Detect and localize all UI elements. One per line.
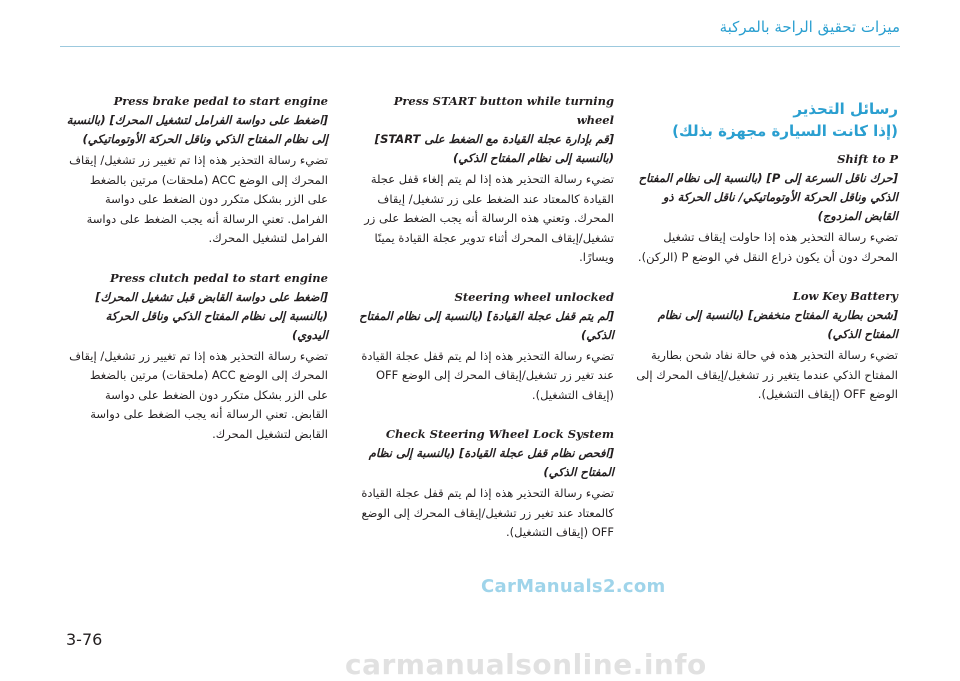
section-body: تضيء رسالة التحذير هذه إذا لم يتم إلغاء قفل عجلة القيادة كالمعتاد عند الضغط على زر تشغيل/ إيقاف المحرك. وتعني هذه الرسالة أنه يجب الضغط على زر تشغيل/إيقاف المحرك أثناء تدوير عجلة القيادة يمينًا ويسارًا.: [364, 172, 614, 264]
section-en-title: Steering wheel unlocked: [454, 289, 614, 304]
section-body: تضيء رسالة التحذير هذه إذا تم تغيير زر تشغيل/ إيقاف المحرك إلى الوضع ACC (ملحقات) مرتين بالضغط على الزر بشكل متكرر دون الضغط على دواسة القابض. تعني الرسالة أنه يجب الضغط على دواسة القابض لتشغيل المحرك.: [69, 348, 328, 441]
header-rule: [60, 46, 900, 47]
section-low-key-battery: [636, 287, 898, 405]
column-middle: [356, 92, 614, 563]
section-body: تضيء رسالة التحذير هذه في حالة نفاد شحن بطارية المفتاح الذكي عندما يتغير زر تشغيل/إيقاف المحرك إلى الوضع OFF (إيقاف التشغيل).: [636, 348, 898, 401]
page-header: ميزات تحقيق الراحة بالمركبة: [719, 18, 900, 36]
column-left: [66, 92, 328, 464]
section-press-start: [356, 92, 614, 268]
section-ar-title: [اضغط على دواسة الفرامل لتشغيل المحرك] (بالنسبة إلى نظام المفتاح الذكي وناقل الحركة الأوتوماتيكي): [66, 113, 328, 146]
section-body: تضيء رسالة التحذير هذه إذا تم تغيير زر تشغيل/ إيقاف المحرك إلى الوضع ACC (ملحقات) مرتين بالضغط على الزر بشكل متكرر دون الضغط على دواسة الفرامل. تعني الرسالة أنه يجب الضغط على دواسة الفرامل لتشغيل المحرك.: [69, 153, 328, 245]
section-body: تضيء رسالة التحذير هذه إذا حاولت إيقاف تشغيل المحرك دون أن يكون ذراع النقل في الوضع P (الركن).: [637, 230, 898, 264]
section-body: تضيء رسالة التحذير هذه إذا لم يتم قفل عجلة القيادة عند تغير زر تشغيل/إيقاف المحرك إلى الوضع OFF (إيقاف التشغيل).: [361, 348, 614, 402]
section-en-title: Shift to P: [837, 152, 898, 166]
title-line-2: (إذا كانت السيارة مجهزة بذلك): [672, 122, 898, 140]
section-ar-title: [حرك ناقل السرعة إلى P] (بالنسبة إلى نظام المفتاح الذكي وناقل الحركة الأوتوماتيكي/ ناقل الحركة ذو القابض المزدوج): [638, 171, 898, 223]
watermark-carmanualsonline: carmanualsonline.info: [345, 648, 707, 681]
column-right: [636, 98, 898, 425]
section-ar-title: [لم يتم قفل عجلة القيادة] (بالنسبة إلى نظام المفتاح الذكي): [359, 308, 614, 342]
watermark-carmanuals2: CarManuals2.com: [481, 576, 666, 597]
section-ar-title: [قم بإدارة عجلة القيادة مع الضغط على START] (بالنسبة إلى نظام المفتاح الذكي): [374, 132, 614, 165]
section-shift-to-p: [636, 150, 898, 267]
warning-messages-title: [636, 98, 898, 142]
section-steering-unlocked: [356, 288, 614, 406]
section-en-title: Check Steering Wheel Lock System: [385, 427, 614, 441]
page-number: 3-76: [66, 630, 103, 649]
section-ar-title: [افحص نظام قفل عجلة القيادة] (بالنسبة إلى نظام المفتاح الذكي): [368, 446, 614, 479]
section-ar-title: [شحن بطارية المفتاح منخفض] (بالنسبة إلى نظام المفتاح الذكي): [657, 308, 898, 341]
section-en-title: Press brake pedal to start engine: [113, 94, 328, 108]
section-en-title: Low Key Battery: [792, 289, 898, 303]
section-check-steering-lock: [356, 425, 614, 543]
section-body: تضيء رسالة التحذير هذه إذا لم يتم قفل عجلة القيادة كالمعتاد عند تغير زر تشغيل/إيقاف المحرك إلى الوضع OFF (إيقاف التشغيل).: [361, 486, 614, 539]
section-ar-title: [اضغط على دواسة القابض قبل تشغيل المحرك] (بالنسبة إلى نظام المفتاح الذكي وناقل الحركة اليدوي): [95, 289, 328, 342]
section-clutch-pedal: [66, 269, 328, 445]
section-en-title: Press clutch pedal to start engine: [110, 270, 328, 285]
section-brake-pedal: [66, 92, 328, 249]
section-en-title: Press START button while turning wheel: [393, 94, 614, 127]
title-line-1: رسائل التحذير: [793, 100, 898, 118]
